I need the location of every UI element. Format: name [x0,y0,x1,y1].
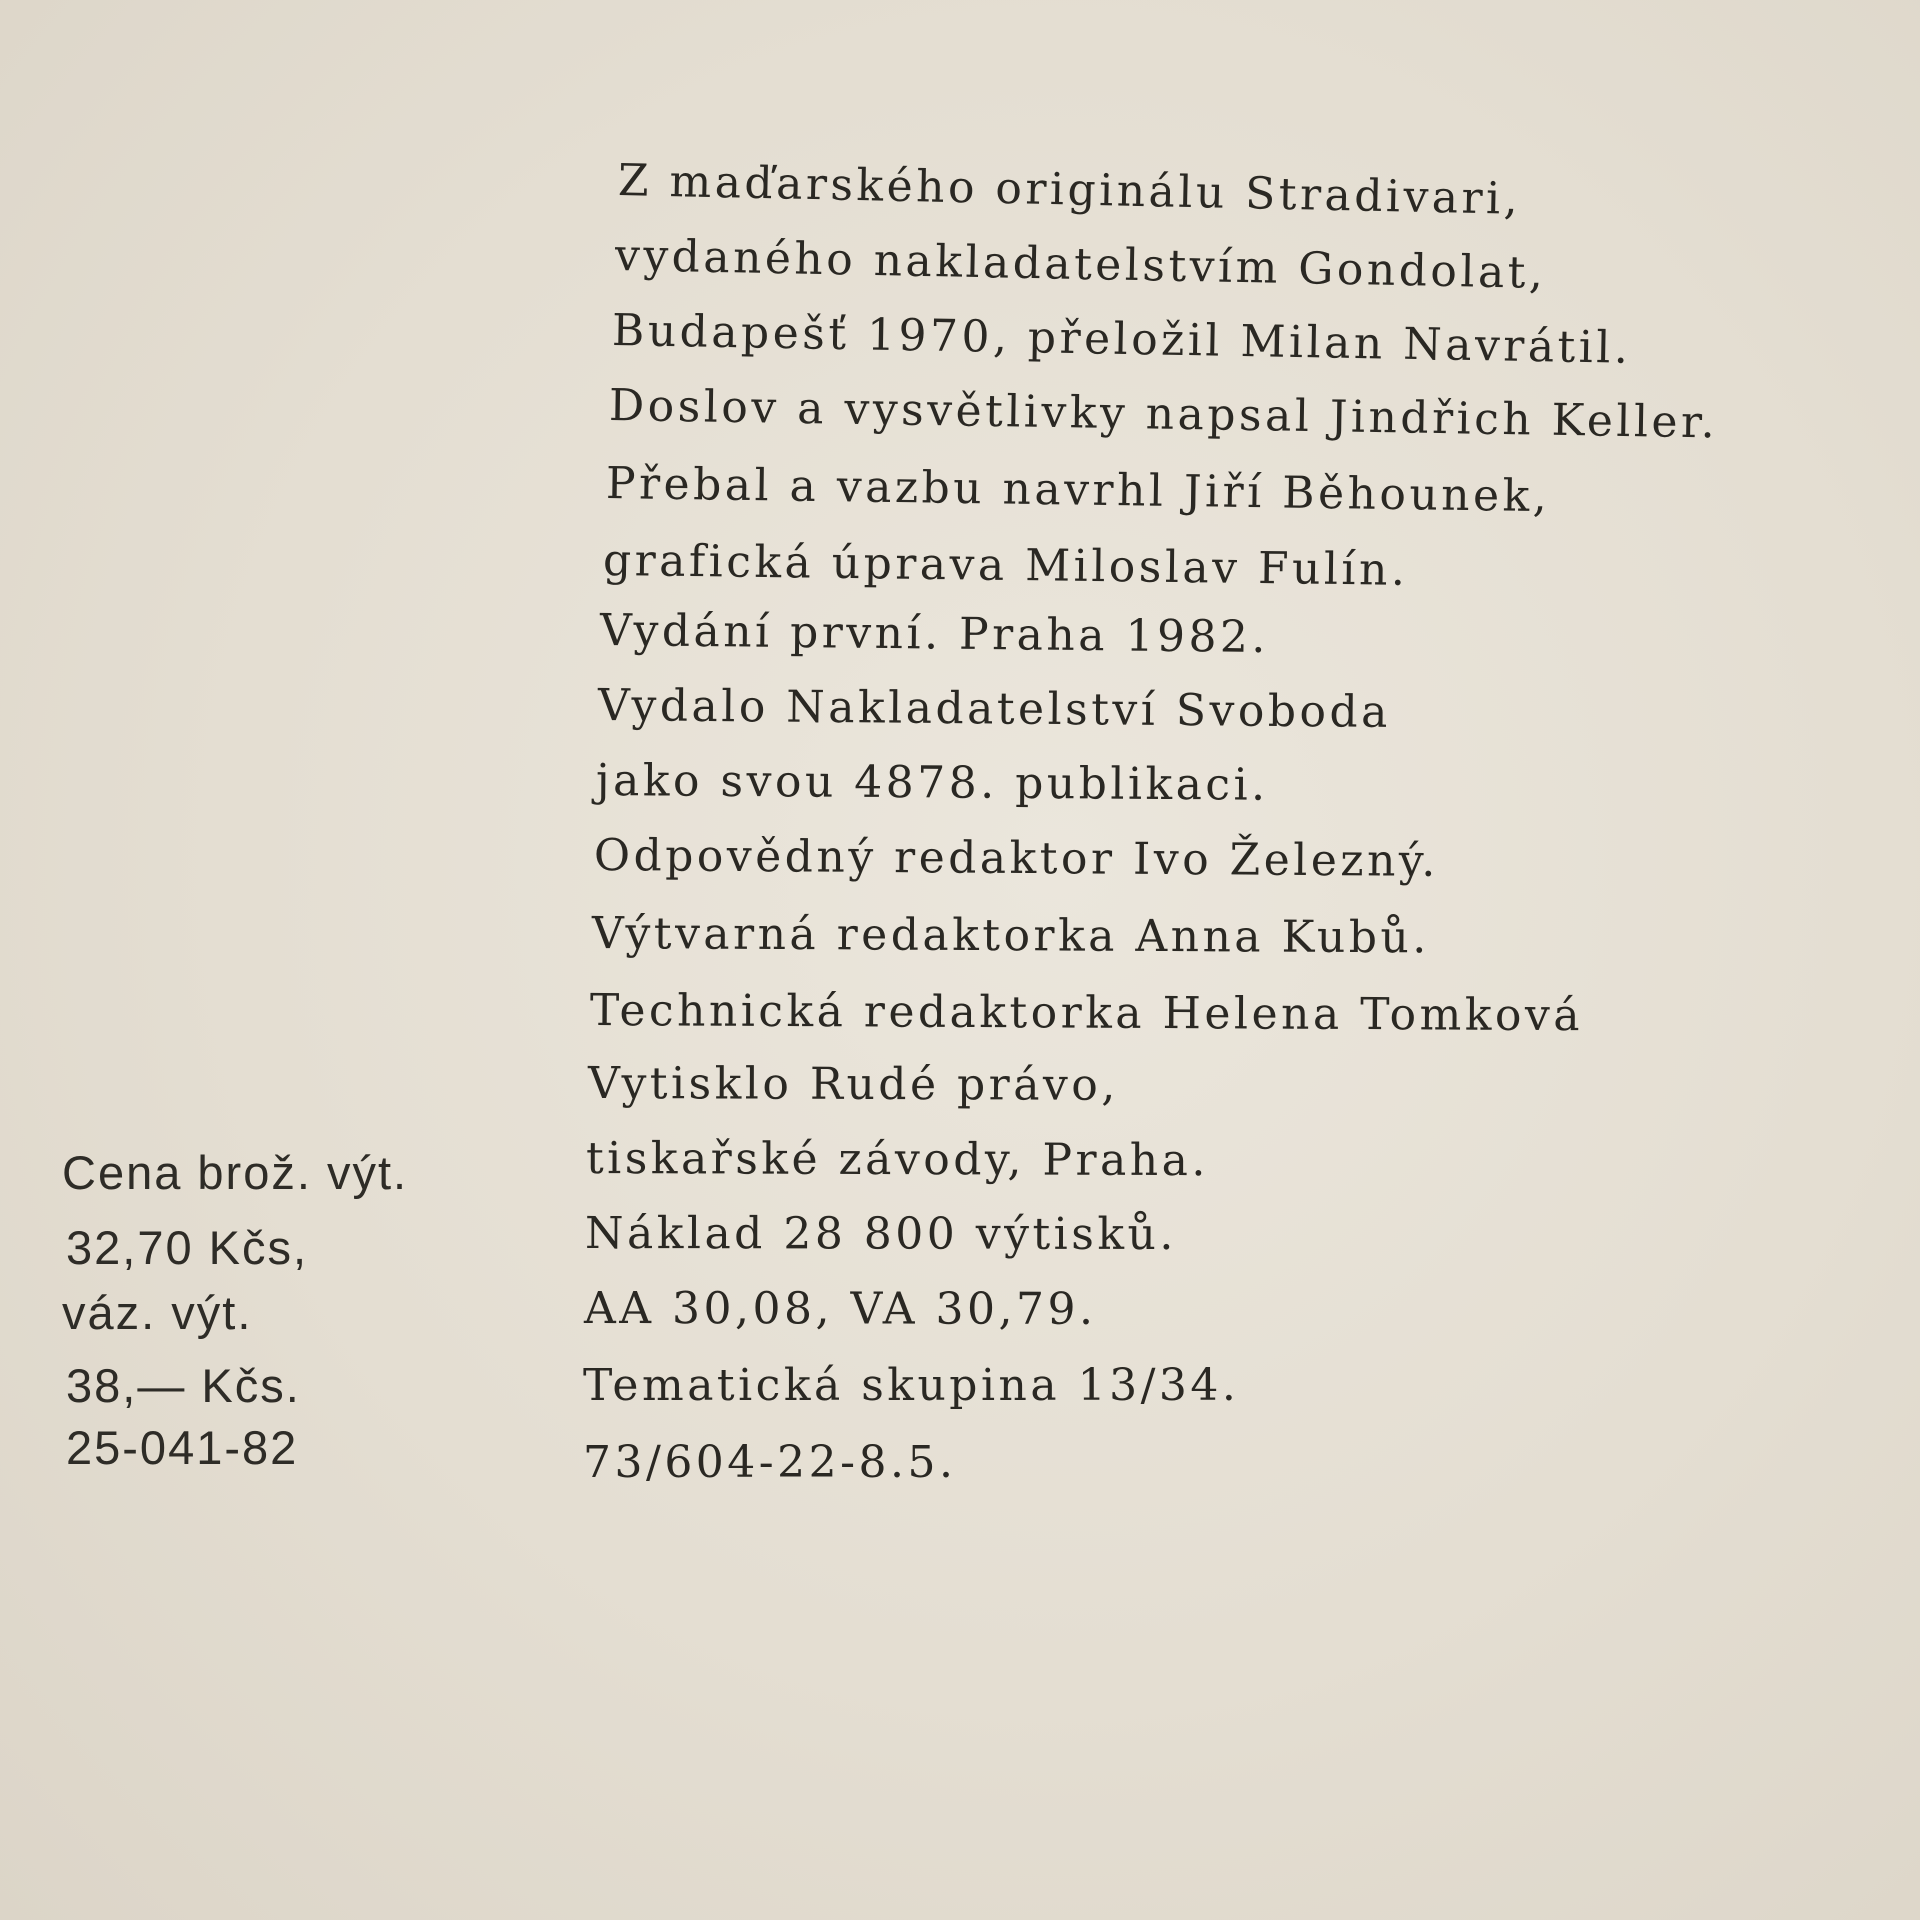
imprint-line-thematic-group: Tematická skupina 13/34. [583,1360,1240,1411]
imprint-line-cover-design: Přebal a vazbu navrhl Jiří Běhounek, [605,458,1551,523]
imprint-line-printer: Vytisklo Rudé právo, [587,1058,1119,1111]
price-hardcover-value: 38,— Kčs. [66,1359,301,1412]
imprint-line-catalog-code: 73/604-22-8.5. [583,1437,957,1488]
imprint-line-translator: Budapešť 1970, přeložil Milan Navrátil. [611,305,1632,374]
imprint-line-publisher-original: vydaného nakladatelstvím Gondolat, [614,230,1547,299]
price-hardcover-label: váz. výt. [62,1286,253,1339]
imprint-line-issued-by: Vydalo Nakladatelství Svoboda [597,680,1392,738]
price-code: 25-041-82 [66,1421,299,1474]
imprint-line-printer-location: tiskařské závody, Praha. [585,1133,1209,1187]
imprint-line-original: Z maďarského originálu Stradivari, [617,155,1522,225]
imprint-line-publication-number: jako svou 4878. publikaci. [595,755,1269,811]
imprint-line-responsible-editor: Odpovědný redaktor Ivo Železný. [593,830,1440,887]
imprint-line-graphic-design: grafická úprava Miloslav Fulín. [602,535,1409,596]
imprint-line-author-sheets: AA 30,08, VA 30,79. [583,1283,1097,1335]
imprint-line-afterword: Doslov a vysvětlivky napsal Jindřich Keller. [608,380,1719,449]
imprint-line-print-run: Náklad 28 800 výtisků. [584,1208,1177,1261]
imprint-line-edition: Vydání první. Praha 1982. [599,605,1270,664]
imprint-line-art-editor: Výtvarná redaktorka Anna Kubů. [591,908,1430,964]
imprint-line-technical-editor: Technická redaktorka Helena Tomková [589,985,1584,1042]
price-paperback-label: Cena brož. výt. [62,1146,409,1199]
price-paperback-value: 32,70 Kčs, [66,1221,309,1274]
